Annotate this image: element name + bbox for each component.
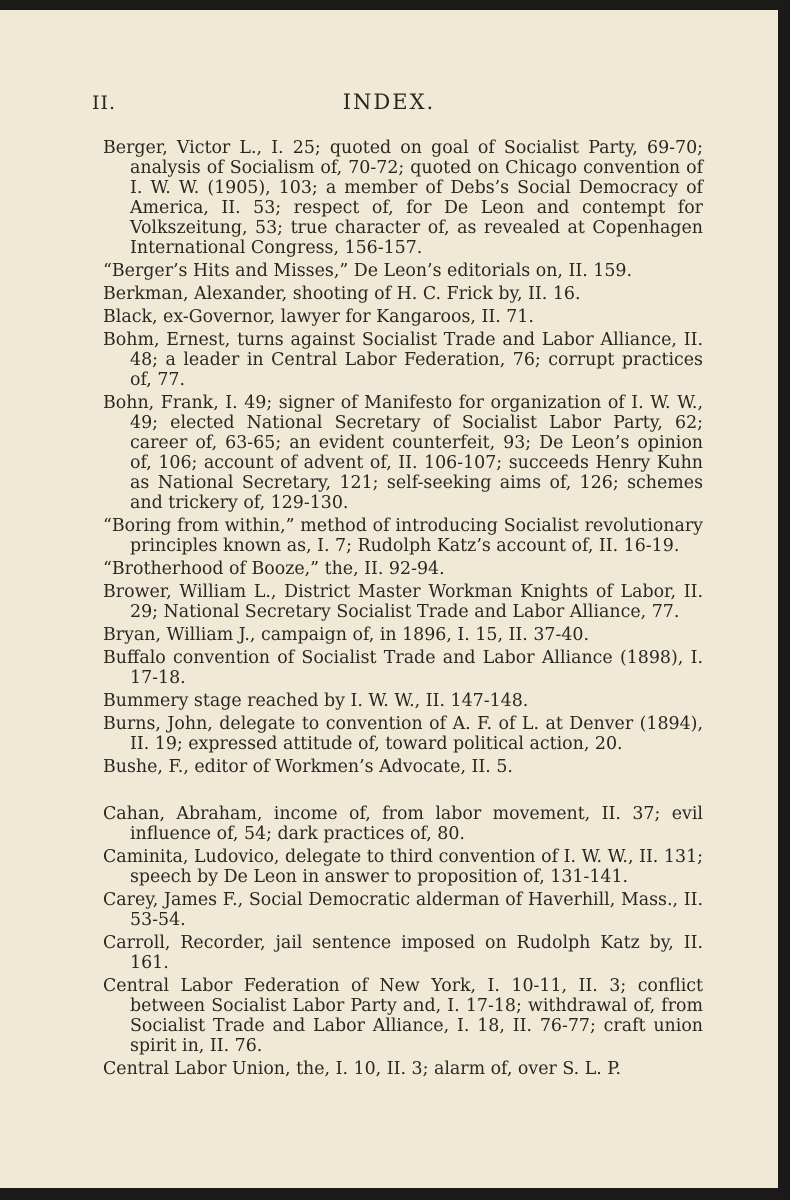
index-entries (103, 138, 703, 1082)
index-entry: Carey, James F., Social Democratic alderman of Haverhill, Mass., II. 53-54. (103, 890, 703, 930)
index-entry: “Brotherhood of Booze,” the, II. 92-94. (103, 559, 445, 579)
page-header (0, 90, 778, 120)
index-entry: Bohm, Ernest, turns against Socialist Trade and Labor Alliance, II. 48; a leader in Central Labor Federation, 76; corrupt practices of, 77. (103, 330, 703, 390)
index-entry: “Boring from within,” method of introducing Socialist revolutionary principles known as, I. 7; Rudolph Katz’s account of, II. 16-19. (103, 516, 703, 556)
running-title: INDEX. (342, 90, 436, 114)
index-entry: Bummery stage reached by I. W. W., II. 147-148. (103, 691, 529, 711)
index-entry: Central Labor Federation of New York, I. 10-11, II. 3; conflict between Socialist Labor Party and, I. 17-18; withdrawal of, from Socialist Trade and Labor Alliance, I. 18, II. 76-77; craft union spirit in, II. 76. (103, 976, 703, 1056)
index-entry: Bryan, William J., campaign of, in 1896, I. 15, II. 37-40. (103, 625, 589, 645)
index-entry: Bohn, Frank, I. 49; signer of Manifesto for organization of I. W. W., 49; elected National Secretary of Socialist Labor Party, 62; career of, 63-65; an evident counterfeit, 93; De Leon’s opinion of, 106; account of advent of, II. 106-107; succeeds Henry Kuhn as National Secretary, 121; self-seeking aims of, 126; schemes and trickery of, 129-130. (103, 393, 703, 513)
index-entry: Central Labor Union, the, I. 10, II. 3; alarm of, over S. L. P. (103, 1059, 622, 1079)
index-entry: Buffalo convention of Socialist Trade and Labor Alliance (1898), I. 17-18. (103, 648, 703, 688)
index-entry: Berger, Victor L., I. 25; quoted on goal of Socialist Party, 69-70; analysis of Socialism of, 70-72; quoted on Chicago convention of I. W. W. (1905), 103; a member of Debs’s Social Democracy of America, II. 53; respect of, for De Leon and contempt for Volkszeitung, 53; true character of, as revealed at Copenhagen International Congress, 156-157. (103, 138, 703, 258)
index-entry: Cahan, Abraham, income of, from labor movement, II. 37; evil influence of, 54; dark practices of, 80. (103, 804, 703, 844)
index-entry: Burns, John, delegate to convention of A. F. of L. at Denver (1894), II. 19; expressed attitude of, toward political action, 20. (103, 714, 703, 754)
page-number: II. (92, 92, 117, 114)
index-entry: Bushe, F., editor of Workmen’s Advocate, II. 5. (103, 757, 513, 777)
index-page (0, 10, 778, 1188)
index-entry: Brower, William L., District Master Workman Knights of Labor, II. 29; National Secretary Socialist Trade and Labor Alliance, 77. (103, 582, 703, 622)
index-entry: Berkman, Alexander, shooting of H. C. Frick by, II. 16. (103, 284, 581, 304)
index-entry: Caminita, Ludovico, delegate to third convention of I. W. W., II. 131; speech by De Leon in answer to proposition of, 131-141. (103, 847, 703, 887)
section-divider (103, 780, 703, 804)
index-entry: Carroll, Recorder, jail sentence imposed on Rudolph Katz by, II. 161. (103, 933, 703, 973)
index-entry: “Berger’s Hits and Misses,” De Leon’s editorials on, II. 159. (103, 261, 632, 281)
index-entry: Black, ex-Governor, lawyer for Kangaroos, II. 71. (103, 307, 534, 327)
